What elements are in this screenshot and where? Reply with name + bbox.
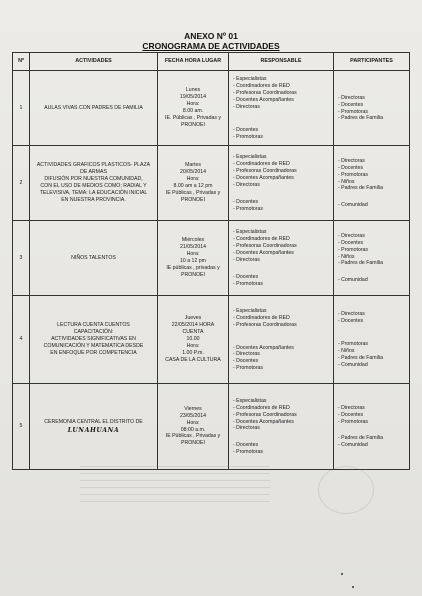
participant-item: - Comunidad	[338, 277, 368, 284]
schedule-line: Lunes	[185, 87, 201, 94]
document-title: ANEXO Nº 01	[184, 31, 238, 41]
header-activities: ACTIVIDADES	[30, 53, 158, 71]
responsible-item: - Docentes Acompañantes	[233, 344, 294, 351]
responsible-list	[229, 228, 333, 287]
responsible-item: - Docentes Acompañantes	[233, 97, 294, 104]
participants-list	[334, 157, 409, 209]
schedule-line: Martes	[185, 162, 201, 169]
activity-line: DIFUSIÓN POR NUESTRA COMUNIDAD,	[44, 176, 143, 183]
responsible-item: - Especialistas	[233, 76, 267, 83]
participant-item: - Comunidad	[338, 361, 368, 368]
responsible-item: - Directoras	[233, 351, 260, 358]
participant-item: - Directoras	[338, 404, 365, 411]
responsible-item: - Promotoras	[233, 133, 263, 140]
responsible-list	[229, 307, 333, 372]
responsible-item: - Directoras	[233, 103, 260, 110]
schedule-cell	[158, 71, 229, 146]
schedule-line: Jueves	[184, 315, 202, 322]
responsible-item: - Docentes	[233, 126, 259, 133]
schedule-table	[12, 52, 410, 470]
participant-item: - Directoras	[338, 311, 365, 318]
schedule-line: Miércoles	[181, 237, 205, 244]
schedule-line: Hora:	[186, 419, 200, 426]
activity-text	[30, 255, 157, 262]
row-number: 4	[13, 296, 30, 384]
responsible-item: - Especialistas	[233, 154, 267, 161]
speck	[352, 586, 354, 588]
table-row	[13, 384, 410, 470]
activity-cell	[30, 221, 158, 296]
participant-item: - Promotoras	[338, 341, 368, 348]
activity-text	[30, 322, 157, 357]
table-row	[13, 221, 410, 296]
participant-item: - Directoras	[338, 232, 365, 239]
activity-line: CAPACITACIÓN:	[73, 329, 114, 336]
responsible-item: - Promotoras	[233, 365, 263, 372]
participant-item: - Padres de Familia	[338, 260, 383, 267]
participant-item: - Docentes	[338, 164, 364, 171]
responsible-item: - Docentes	[233, 198, 259, 205]
participant-item: - Niños	[338, 253, 355, 260]
row-number: 2	[13, 146, 30, 221]
responsible-cell	[229, 221, 334, 296]
participant-item: - Padres de Familia	[338, 115, 383, 122]
schedule-text	[158, 315, 228, 363]
header-number: Nº	[13, 53, 30, 71]
schedule-line: IE. Públicas , Privadas y	[165, 114, 221, 121]
schedule-text	[158, 237, 228, 278]
participant-item: - Promotoras	[338, 171, 368, 178]
speck	[341, 573, 343, 575]
activity-text	[30, 162, 157, 203]
schedule-line: 10.00	[186, 336, 200, 343]
responsible-item: - Docentes Acompañantes	[233, 418, 294, 425]
responsible-item: - Profesoras Coordinadoras	[233, 411, 297, 418]
responsible-item: - Docentes	[233, 273, 259, 280]
activity-line: AULAS VIVAS CON PADRES DE FAMILIA	[44, 104, 143, 111]
responsible-item: - Coordinadores de RED	[233, 83, 290, 90]
responsible-item: - Docentes	[233, 442, 259, 449]
participant-item: - Niños	[338, 178, 355, 185]
schedule-text	[158, 162, 228, 203]
header-date-time-place: FECHA HORA LUGAR	[158, 53, 229, 71]
schedule-line: 8.00 am a 12 pm	[173, 183, 213, 189]
responsible-item: - Coordinadores de RED	[233, 161, 290, 168]
responsible-cell	[229, 296, 334, 384]
participants-list	[334, 310, 409, 368]
activity-text	[30, 419, 157, 435]
schedule-line: 21/05/2014	[180, 244, 206, 251]
schedule-line: 10 a 12 pm	[180, 258, 206, 264]
header-responsible: RESPONSABLE	[229, 53, 334, 71]
schedule-line: PRONOEI	[181, 271, 205, 278]
activity-line: TELEVISIVA, TEMA: LA EDUCACIÓN INICIAL	[39, 189, 148, 196]
schedule-line: PRONOEI	[181, 196, 205, 203]
responsible-list	[229, 153, 333, 212]
responsible-item: - Promotoras	[233, 449, 263, 456]
responsible-item: - Especialistas	[233, 229, 267, 236]
responsible-item: - Profesoras Coordinadoras	[233, 243, 297, 250]
participant-item: - Promotoras	[338, 418, 368, 425]
participant-item: - Comunidad	[338, 442, 368, 449]
schedule-line: CUENTA	[182, 329, 204, 336]
participants-cell	[334, 71, 410, 146]
activity-line: CON EL USO DE MEDIOS COMO; RADIAL Y	[40, 183, 147, 189]
activity-line: COMUNICACIÓN Y MATEMATICA DESDE	[43, 342, 144, 349]
participant-item: - Padres de Familia	[338, 354, 383, 361]
schedule-line: IE Públicas , Privadas y	[165, 433, 221, 440]
schedule-cell	[158, 221, 229, 296]
activity-line: EN NUESTRA PROVINCIA.	[61, 196, 126, 203]
table-header-row	[13, 53, 410, 71]
schedule-line: IE públicas , privadas y	[166, 264, 220, 271]
faint-seal-stamp	[318, 466, 374, 514]
schedule-line: IE Públicas , Privadas y	[165, 189, 221, 196]
schedule-line: PRONOEI	[181, 121, 205, 128]
participant-item: - Docentes	[338, 411, 364, 418]
table-row	[13, 146, 410, 221]
responsible-item: - Coordinadores de RED	[233, 314, 290, 321]
participant-item: - Directoras	[338, 94, 365, 101]
responsible-item: - Especialistas	[233, 397, 267, 404]
participant-item: - Docentes	[338, 101, 364, 108]
schedule-line: 23/05/2014	[180, 412, 206, 419]
schedule-line: 20/05/2014	[180, 169, 206, 176]
table-row	[13, 296, 410, 384]
activity-cell	[30, 146, 158, 221]
responsible-list	[229, 397, 333, 456]
responsible-item: - Directoras	[233, 256, 260, 263]
participant-item: - Padres de Familia	[338, 185, 383, 192]
activity-line: EN ENFOQUE POR COMPETENCIA	[50, 349, 137, 356]
participant-item: - Directoras	[338, 157, 365, 164]
schedule-line: 1.00 P.m.	[182, 349, 204, 356]
schedule-line: Viernes	[184, 405, 202, 412]
activity-cell	[30, 296, 158, 384]
activity-line: ACTIVIDADES GRAFICOS PLASTICOS- PLAZA	[36, 162, 151, 169]
schedule-line: Hora:	[186, 101, 200, 108]
activity-line: DE ARMAS	[80, 169, 107, 176]
activity-line: NIÑOS TALENTOS	[71, 254, 116, 261]
activity-line: LECTURA CUENTA CUENTOS	[57, 322, 130, 329]
participants-cell	[334, 296, 410, 384]
schedule-cell	[158, 296, 229, 384]
schedule-line: Hora:	[186, 176, 200, 183]
header-participants: PARTICIPANTES	[334, 53, 410, 71]
schedule-text	[158, 406, 228, 447]
responsible-item: - Docentes Acompañantes	[233, 250, 294, 257]
handwritten-district-name: LUNAHUANA	[67, 426, 120, 434]
responsible-item: - Docentes Acompañantes	[233, 175, 294, 182]
participant-item: - Comunidad	[338, 202, 368, 209]
schedule-line: 8.00 am.	[182, 108, 204, 114]
responsible-cell	[229, 71, 334, 146]
responsible-item: - Profesoras Coordinadoras	[233, 90, 297, 97]
responsible-item: - Profesoras Coordinadoras	[233, 168, 297, 175]
responsible-cell	[229, 384, 334, 470]
responsible-list	[229, 75, 333, 140]
responsible-item: - Promotoras	[233, 205, 263, 212]
participants-cell	[334, 221, 410, 296]
activity-line: ACTIVIDADES SIGNIFICATIVAS EN	[51, 336, 136, 343]
activity-text	[30, 105, 157, 112]
participants-cell	[334, 384, 410, 470]
row-number: 1	[13, 71, 30, 146]
activity-cell	[30, 71, 158, 146]
participants-list	[334, 404, 409, 450]
row-number: 5	[13, 384, 30, 470]
participant-item: - Docentes	[338, 318, 364, 325]
schedule-line: 22/05/2014 HORA	[171, 322, 215, 329]
participants-list	[334, 232, 409, 284]
responsible-item: - Coordinadores de RED	[233, 404, 290, 411]
responsible-cell	[229, 146, 334, 221]
responsible-item: - Profesoras Coordinadoras	[233, 321, 297, 328]
schedule-cell	[158, 146, 229, 221]
responsible-item: - Directoras	[233, 181, 260, 188]
schedule-cell	[158, 384, 229, 470]
participant-item: - Promotoras	[338, 246, 368, 253]
participant-item: - Padres de Familia	[338, 435, 383, 442]
schedule-line: 08:00 a.m.	[180, 426, 206, 433]
participants-list	[334, 94, 409, 123]
row-number: 3	[13, 221, 30, 296]
schedule-line: Hora:	[186, 342, 200, 349]
document-subtitle: CRONOGRAMA DE ACTIVIDADES	[142, 41, 280, 51]
participant-item: - Promotoras	[338, 108, 368, 115]
activity-line: CEREMONIA CENTRAL EL DISTRITO DE	[44, 418, 143, 425]
responsible-item: - Directoras	[233, 425, 260, 432]
participant-item: - Docentes	[338, 239, 364, 246]
schedule-line: PRONOEI	[181, 440, 205, 447]
schedule-line: Hora:	[186, 251, 200, 258]
schedule-line: 19/05/2014	[180, 94, 206, 101]
table-row	[13, 71, 410, 146]
responsible-item: - Promotoras	[233, 280, 263, 287]
participants-cell	[334, 146, 410, 221]
responsible-item: - Especialistas	[233, 307, 267, 314]
schedule-line: CASA DE LA CULTURA	[165, 356, 221, 363]
activity-cell	[30, 384, 158, 470]
responsible-item: - Docentes	[233, 358, 259, 365]
participant-item: - Niños	[338, 348, 355, 354]
schedule-text	[158, 87, 228, 128]
bleed-through-text	[80, 466, 270, 506]
responsible-item: - Coordinadores de RED	[233, 236, 290, 243]
